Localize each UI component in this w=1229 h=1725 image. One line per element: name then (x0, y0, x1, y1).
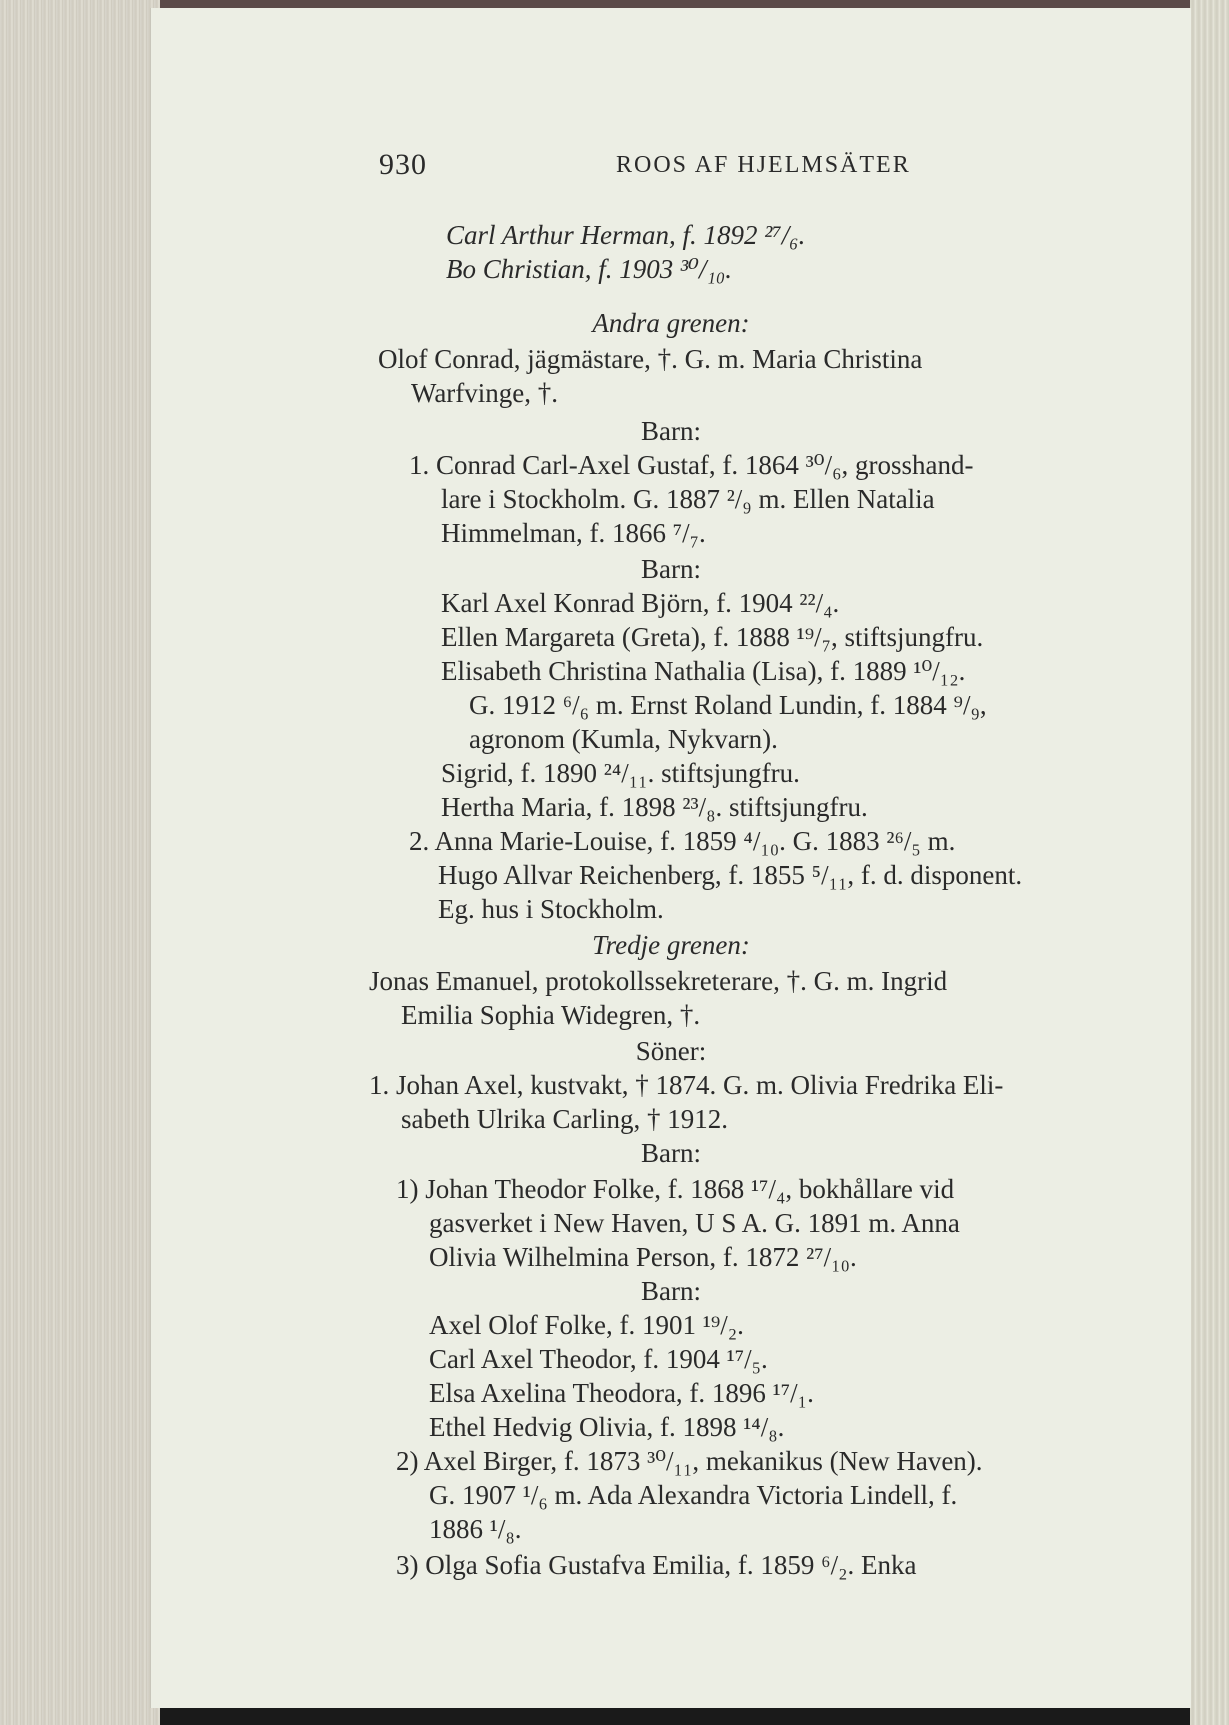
text-line: Eg. hus i Stockholm. (438, 894, 664, 924)
text-line: lare i Stockholm. G. 1887 ²/₉ m. Ellen Natalia (441, 484, 935, 514)
text-line: Jonas Emanuel, protokollssekreterare, †. G. m. Ingrid (369, 966, 948, 996)
page-number: 930 (379, 148, 427, 181)
text-line: 3) Olga Sofia Gustafva Emilia, f. 1859 ⁶/₂. Enka (396, 1550, 917, 1580)
text-line: Barn: (641, 1138, 701, 1168)
text-line: Warfvinge, †. (411, 378, 559, 408)
text-line: Hertha Maria, f. 1898 ²³/₈. stiftsjungfru. (441, 792, 868, 822)
text-line: G. 1912 ⁶/₆ m. Ernst Roland Lundin, f. 1884 ⁹/₉, (469, 690, 987, 720)
text-line: Barn: (641, 1276, 701, 1306)
text-line: Olof Conrad, jägmästare, †. G. m. Maria Christina (378, 344, 923, 374)
text-line: Tredje grenen: (592, 930, 750, 960)
text-line: Emilia Sophia Widegren, †. (401, 1000, 701, 1030)
text-line: Andra grenen: (592, 308, 750, 338)
text-line: Elisabeth Christina Nathalia (Lisa), f. 1889 ¹⁰/₁₂. (441, 656, 966, 686)
text-line: Hugo Allvar Reichenberg, f. 1855 ⁵/₁₁, f. d. disponent. (438, 860, 1023, 890)
page-header (151, 148, 1191, 188)
text-line: 1. Johan Axel, kustvakt, † 1874. G. m. Olivia Fredrika Eli- (369, 1070, 1004, 1100)
text-line: Carl Arthur Herman, f. 1892 ²⁷/₆. (446, 220, 806, 250)
text-line: sabeth Ulrika Carling, † 1912. (401, 1104, 728, 1134)
book-page (150, 8, 1191, 1708)
running-title: ROOS AF HJELMSÄTER (616, 152, 911, 178)
text-line: G. 1907 ¹/₆ m. Ada Alexandra Victoria Lindell, f. (429, 1480, 958, 1510)
text-line: Elsa Axelina Theodora, f. 1896 ¹⁷/₁. (429, 1378, 814, 1408)
text-line: 1) Johan Theodor Folke, f. 1868 ¹⁷/₄, bokhållare vid (396, 1174, 955, 1204)
text-line: Barn: (641, 554, 701, 584)
text-line: Himmelman, f. 1866 ⁷/₇. (441, 518, 706, 548)
text-line: 2) Axel Birger, f. 1873 ³⁰/₁₁, mekanikus (New Haven). (396, 1446, 983, 1476)
text-line: Karl Axel Konrad Björn, f. 1904 ²²/₄. (441, 588, 840, 618)
book-page-stack-right (1190, 0, 1229, 1725)
text-line: Axel Olof Folke, f. 1901 ¹⁹/₂. (429, 1310, 744, 1340)
text-line: 1886 ¹/₈. (429, 1514, 522, 1544)
text-line: Barn: (641, 416, 701, 446)
text-line: Olivia Wilhelmina Person, f. 1872 ²⁷/₁₀. (429, 1242, 857, 1272)
text-line: Ethel Hedvig Olivia, f. 1898 ¹⁴/₈. (429, 1412, 785, 1442)
text-line: 1. Conrad Carl-Axel Gustaf, f. 1864 ³⁰/₆, grosshand- (409, 450, 974, 480)
text-line: gasverket i New Haven, U S A. G. 1891 m. Anna (429, 1208, 960, 1238)
text-line: Ellen Margareta (Greta), f. 1888 ¹⁹/₇, stiftsjungfru. (441, 622, 984, 652)
text-line: 2. Anna Marie-Louise, f. 1859 ⁴/₁₀. G. 1883 ²⁶/₅ m. (409, 826, 956, 856)
text-line: Bo Christian, f. 1903 ³⁰/₁₀. (446, 254, 732, 284)
text-line: agronom (Kumla, Nykvarn). (469, 724, 778, 754)
text-line: Carl Axel Theodor, f. 1904 ¹⁷/₅. (429, 1344, 768, 1374)
text-line: Söner: (635, 1036, 707, 1066)
text-line: Sigrid, f. 1890 ²⁴/₁₁. stiftsjungfru. (441, 758, 800, 788)
book-page-stack-left (0, 0, 160, 1725)
